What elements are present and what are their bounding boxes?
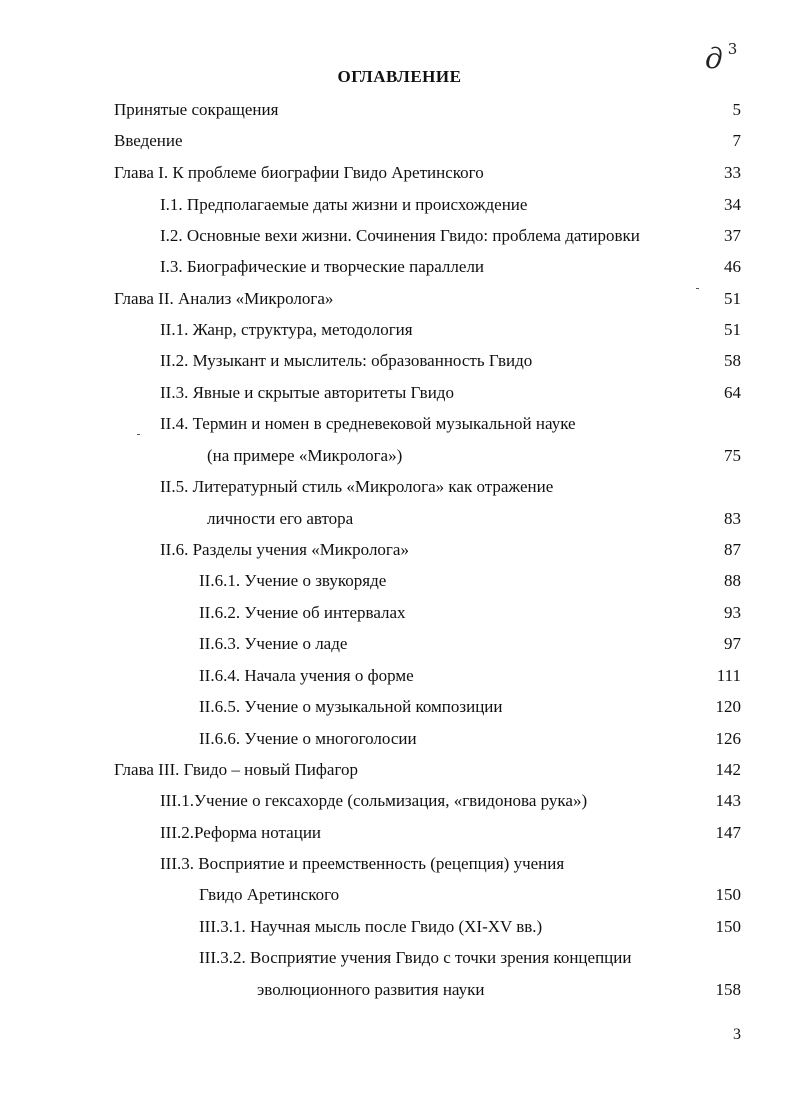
toc-entry-page: 87 (724, 540, 741, 559)
toc-entry-page: 46 (724, 257, 741, 276)
scan-speck (137, 434, 140, 435)
toc-entry (0, 224, 799, 248)
toc-entry-text: II.2. Музыкант и мыслитель: образованность Гвидо (160, 351, 533, 370)
toc-entry-page: 75 (724, 446, 741, 465)
toc-entry-page: 58 (724, 351, 741, 370)
toc-entry-page: 64 (724, 383, 741, 402)
toc-entry-text: II.5. Литературный стиль «Микролога» как отражение (160, 477, 554, 496)
toc-entry-text: II.3. Явные и скрытые авторитеты Гвидо (160, 383, 454, 402)
toc-entry (0, 161, 799, 185)
toc-entry (0, 664, 799, 688)
toc-entry (0, 978, 799, 1002)
toc-entry-page: 120 (715, 697, 741, 716)
toc-entry-text: Глава III. Гвидо – новый Пифагор (114, 760, 358, 779)
toc-entry-text: II.1. Жанр, структура, методология (160, 320, 413, 339)
toc-entry (0, 695, 799, 719)
toc-entry-page: 143 (715, 791, 741, 810)
toc-entry (0, 915, 799, 939)
toc-entry-text: Введение (114, 131, 183, 150)
toc-entry (0, 632, 799, 656)
toc-entry-text: Гвидо Аретинского (199, 885, 340, 904)
toc-entry-text: II.6.2. Учение об интервалах (199, 603, 406, 622)
toc-entry-text: Глава I. К проблеме биографии Гвидо Аретинского (114, 163, 484, 182)
toc-entry (0, 255, 799, 279)
toc-entry-text: II.6. Разделы учения «Микролога» (160, 540, 409, 559)
toc-entry (0, 852, 799, 876)
toc-entry-text: II.6.4. Начала учения о форме (199, 666, 414, 685)
toc-entry-text: III.1.Учение о гексахорде (сольмизация, «гвидонова рука») (160, 791, 588, 810)
toc-entry-page: 158 (715, 980, 741, 999)
toc-entry-text: II.6.6. Учение о многоголосии (199, 729, 417, 748)
toc-entry (0, 98, 799, 122)
toc-entry-page: 150 (715, 917, 741, 936)
toc-entry-page: 142 (715, 760, 741, 779)
toc-entry-text: III.3. Восприятие и преемственность (рецепция) учения (160, 854, 565, 873)
toc-entry-text: II.4. Термин и номен в средневековой музыкальной науке (160, 414, 576, 433)
toc-entry-text: (на примере «Микролога») (207, 446, 403, 465)
toc-entry (0, 789, 799, 813)
toc-entry (0, 129, 799, 153)
toc-entry-page: 51 (724, 320, 741, 339)
toc-entry-text: II.6.3. Учение о ладе (199, 634, 348, 653)
scan-speck (696, 288, 699, 289)
toc-entry-page: 126 (715, 729, 741, 748)
toc-entry-text: II.6.5. Учение о музыкальной композиции (199, 697, 503, 716)
page-title: ОГЛАВЛЕНИЕ (337, 67, 462, 86)
toc-entry (0, 475, 799, 499)
toc-entry-text: III.2.Реформа нотации (160, 823, 322, 842)
toc-entry (0, 349, 799, 373)
toc-entry-text: I.3. Биографические и творческие параллели (160, 257, 485, 276)
toc-entry-text: I.1. Предполагаемые даты жизни и происхождение (160, 195, 528, 214)
toc-entry (0, 412, 799, 436)
handwritten-annotation: д $^3$ (705, 40, 739, 75)
toc-entry (0, 381, 799, 405)
toc-entry (0, 287, 799, 311)
toc-entry-page: 97 (724, 634, 741, 653)
toc-entry-page: 83 (724, 509, 741, 528)
toc-entry (0, 193, 799, 217)
toc-entry (0, 758, 799, 782)
page-number: 3 (733, 1026, 741, 1043)
toc-entry-page: 37 (724, 226, 741, 245)
toc-entry (0, 883, 799, 907)
toc-entry-text: III.3.1. Научная мысль после Гвидо (XI-XV вв.) (199, 917, 543, 936)
toc-entry-text: эволюционного развития науки (257, 980, 485, 999)
toc-entry-page: 5 (732, 100, 741, 119)
toc-entry-text: личности его автора (207, 509, 354, 528)
toc-entry-page: 111 (716, 666, 741, 685)
toc-entry-page: 93 (724, 603, 741, 622)
toc-entry-page: 34 (724, 195, 741, 214)
toc-entry (0, 821, 799, 845)
toc-entry (0, 318, 799, 342)
toc-entry (0, 507, 799, 531)
toc-entry (0, 946, 799, 970)
toc-entry (0, 538, 799, 562)
toc-entry-page: 7 (732, 131, 741, 150)
toc-entry (0, 601, 799, 625)
toc-entry-page: 88 (724, 571, 741, 590)
toc-entry-text: II.6.1. Учение о звукоряде (199, 571, 387, 590)
toc-entry-text: III.3.2. Восприятие учения Гвидо с точки зрения концепции (199, 948, 632, 967)
toc-entry-text: Глава II. Анализ «Микролога» (114, 289, 334, 308)
toc-entry (0, 444, 799, 468)
toc-entry-text: Принятые сокращения (114, 100, 279, 119)
toc-entry-page: 150 (715, 885, 741, 904)
toc-entry-page: 147 (715, 823, 741, 842)
toc-entry-page: 51 (724, 289, 741, 308)
toc-entry-page: 33 (724, 163, 741, 182)
toc-entry-text: I.2. Основные вехи жизни. Сочинения Гвидо: проблема датировки (160, 226, 640, 245)
toc-entry (0, 727, 799, 751)
toc-entry (0, 569, 799, 593)
